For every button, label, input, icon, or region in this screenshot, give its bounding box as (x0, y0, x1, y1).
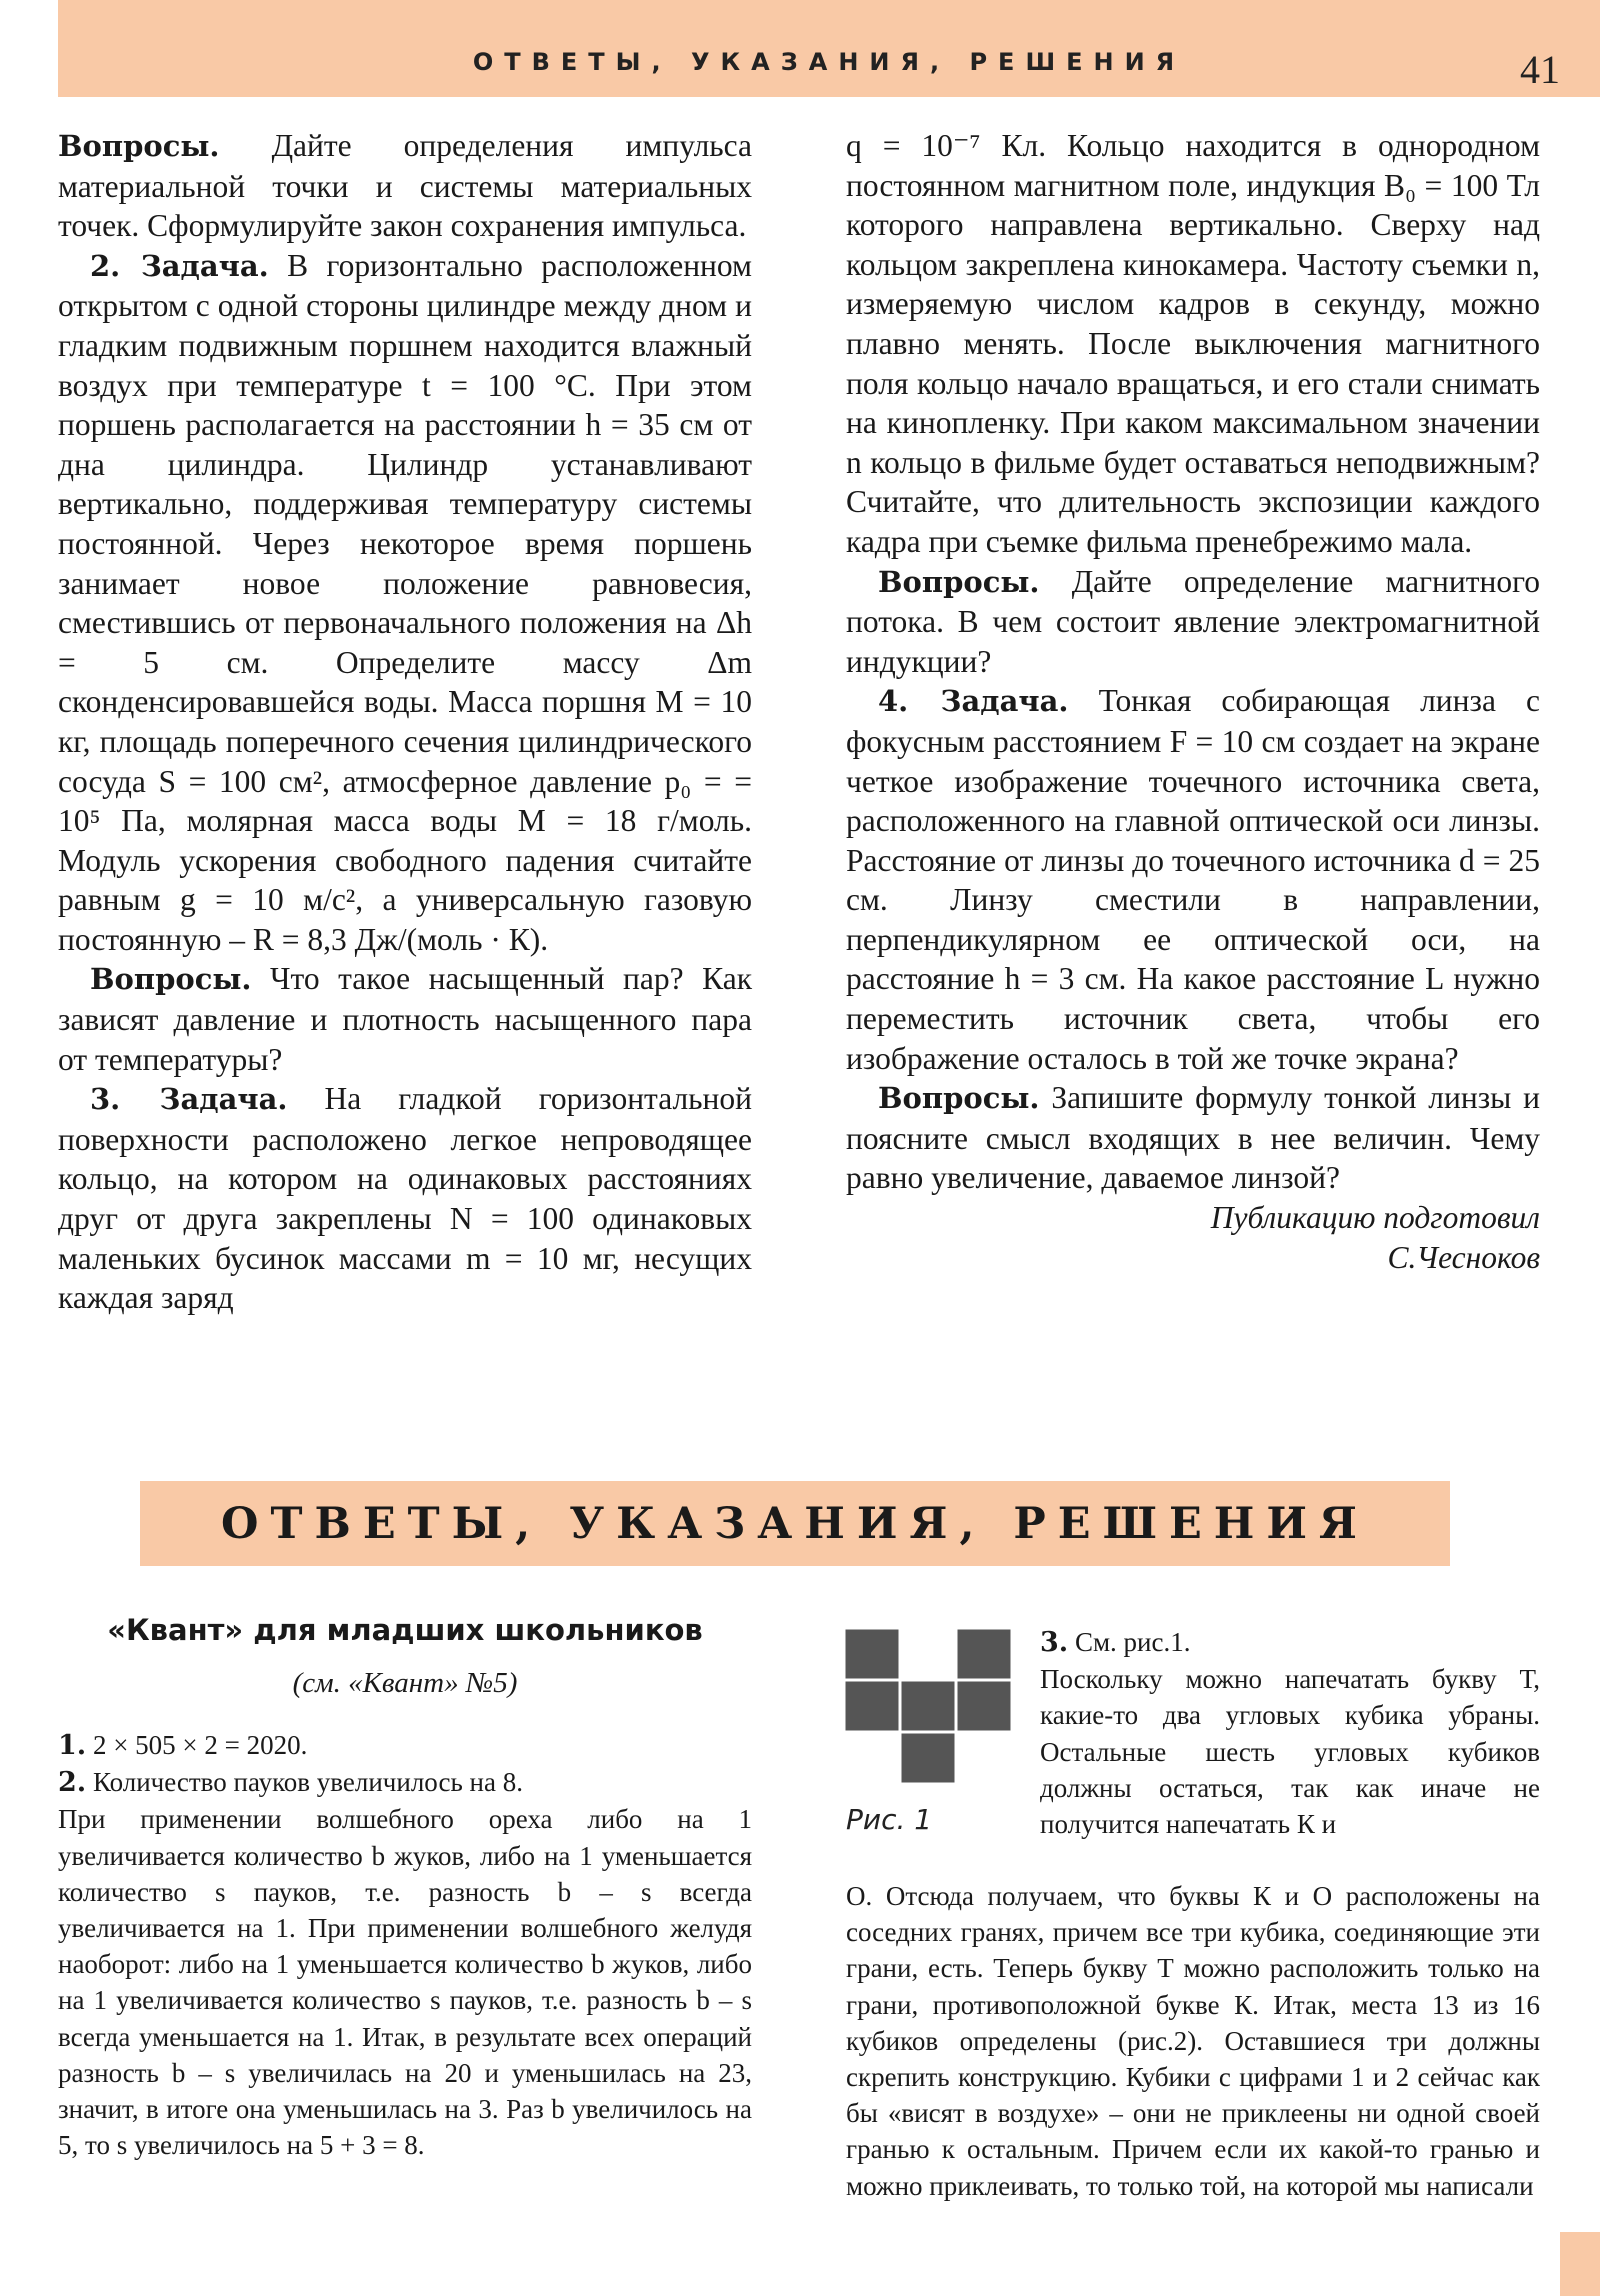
cube (844, 1628, 900, 1680)
section-heading: «Квант» для младших школьников (107, 1613, 703, 1647)
task-4-label: 4. Задача. (878, 684, 1069, 719)
task-3-text: На гладкой горизонтальной поверхности расположено легкое непроводящее кольцо, на котором на одинаковых расстояниях друг от друга закреплены N = 100 одинаковых маленьких бусинок массами m = 10 мг, несущих каждая заряд (58, 1081, 753, 1316)
left-paragraph-3 (58, 959, 752, 1079)
questions-text: Запишите формулу тонкой линзы и поясните смысл входящих в нее величин. Чему равно увеличение, даваемое линзой? (846, 1080, 1540, 1196)
task-2-text: В горизонтально расположенном открытом с одной стороны цилиндре между дном и гладким подвижным поршнем находится влажный воздух при температуре t = 100 °С. При этом поршень располагается на расстоянии h = 35 см от дна цилиндра. Цилиндр устанавливают вертикально, поддерживая температуру системы постоянной. Через некоторое время поршень занимает новое положение равновесия, сместившись от первоначального положения на Δh = 5 см. Определите массу Δm сконденсировавшейся воды. Масса поршня M = 10 кг, площадь поперечного сечения цилиндрического сосуда S = 100 см², атмосферное давление p₀ = = 10⁵ Па, молярная масса воды M = 18 г/моль. Модуль ускорения свободного падения считайте равным g = 10 м/с², а универсальную газовую постоянную – R = 8,3 Дж/(моль · К). (58, 247, 752, 957)
answer-3-intro-text: См. рис.1. (1068, 1627, 1191, 1657)
page-number: 41 (1520, 47, 1560, 92)
right-column (846, 126, 1540, 1277)
questions-label: Вопросы. (58, 129, 220, 163)
answer-2-text: Количество пауков увеличилось на 8. (86, 1767, 523, 1798)
left-paragraph-1 (58, 126, 752, 246)
answers-left-column (58, 1727, 752, 2163)
answer-3-wrap-text: Поскольку можно напечатать букву Т, какие-то два угловых кубика убраны. Остальные шесть угловых кубиков должны остаться, так как иначе не получится напечатать К и (1040, 1664, 1540, 1840)
answer-3-full (846, 1878, 1540, 2204)
cube (900, 1680, 956, 1732)
left-column (58, 126, 752, 1318)
credit-line-2: С.Чесноков (1387, 1239, 1540, 1275)
answer-3-number: 3. (1040, 1627, 1069, 1658)
answer-2-number: 2. (58, 1767, 87, 1799)
task-3-label: 3. Задача. (90, 1082, 288, 1117)
running-header-title: ОТВЕТЫ, УКАЗАНИЯ, РЕШЕНИЯ (472, 48, 1186, 76)
cube (844, 1680, 900, 1732)
questions-text: Дайте определения импульса материальной точки и системы материальных точек. Сформулируйте закон сохранения импульса. (58, 128, 752, 244)
questions-label: Вопросы. (878, 564, 1040, 599)
section-subheading: (см. «Квант» №5) (292, 1667, 518, 1699)
task-4-text: Тонкая собирающая линза с фокусным расстоянием F = 10 см создает на экране четкое изображение точечного источника света, расположенного на главной оптической оси линзы. Расстояние от линзы до точечного источника d = 25 см. Линзу сместили в направлении, перпендикулярном ее оптической оси, на расстояние h = 3 см. На какое расстояние L нужно переместить источник света, чтобы его изображение осталось в той же точке экрана? (846, 683, 1540, 1076)
answer-3-intro (1040, 1624, 1540, 1661)
figure-caption: Рис. 1 (846, 1803, 933, 1836)
right-paragraph-1 (846, 126, 1540, 562)
answer-1-text: 2 × 505 × 2 = 2020. (86, 1730, 308, 1760)
questions-label: Вопросы. (878, 1081, 1040, 1116)
answer-1 (58, 1727, 752, 1764)
right-paragraph-2 (846, 562, 1540, 682)
header-band (58, 0, 1600, 97)
cube (900, 1732, 956, 1784)
cube-grid (844, 1628, 1012, 1784)
answer-2 (58, 1764, 752, 1801)
left-paragraph-2 (58, 246, 752, 960)
credit-line-1: Публикацию подготовил (1210, 1200, 1540, 1236)
answer-3-wrapped (1040, 1624, 1540, 1842)
answers-banner-title: ОТВЕТЫ, УКАЗАНИЯ, РЕШЕНИЯ (221, 1499, 1369, 1549)
questions-text: Дайте определение магнитного потока. В чем состоит явление электромагнитной индукции? (846, 563, 1540, 679)
corner-accent (1560, 2232, 1600, 2296)
cube (956, 1680, 1012, 1732)
task-3-continuation: q = 10⁻⁷ Кл. Кольцо находится в однородном постоянном магнитном поле, индукция B₀ = 100 Тл которого направлена вертикально. Сверху над кольцом закреплена кинокамера. Частоту съемки n, измеряемую числом кадров в секунду, можно плавно менять. После выключения магнитного поля кольцо начало вращаться, и его стали снимать на кинопленку. При каком максимальном значении n кольцо в фильме будет оставаться неподвижным? Считайте, что длительность экспозиции каждого кадра при съемке фильма пренебрежимо мала. (846, 128, 1540, 559)
questions-text: Что такое насыщенный пар? Как зависят давление и плотность насыщенного пара от температуры? (58, 961, 752, 1077)
cube-figure (844, 1628, 1014, 1786)
answer-2-body: При применении волшебного ореха либо на 1 увеличивается количество b жуков, либо на 1 уменьшается количество s пауков, т.е. разность b – s всегда увеличивается на 1. При применении волшебного желудя наоборот: либо на 1 уменьшается количество b жуков, либо на 1 увеличивается количество s пауков, т.е. разность b – s всегда уменьшается на 1. Итак, в результате всех операций разность b – s увеличилась на 20 и уменьшилась на 23, значит, в итоге она уменьшилась на 3. Раз b увеличилось на 5, то s увеличилось на 5 + 3 = 8. (58, 1804, 752, 2161)
right-paragraph-3 (846, 681, 1540, 1078)
answer-3-full-text: О. Отсюда получаем, что буквы К и О расположены на соседних гранях, причем все три кубика, соединяющие эти грани, есть. Теперь букву Т можно расположить только на грани, противоположной букве К. Итак, места 13 из 16 кубиков определены (рис.2). Оставшиеся три должны скрепить конструкцию. Кубики с цифрами 1 и 2 сейчас как бы «висят в воздухе» – они не приклеены ни одной своей гранью к остальным. Причем если их какой-то гранью и можно приклеивать, то только той, на которой мы написали (846, 1881, 1540, 2201)
answer-1-number: 1. (58, 1730, 87, 1761)
left-paragraph-4 (58, 1079, 752, 1318)
cube (956, 1628, 1012, 1680)
questions-label: Вопросы. (90, 962, 252, 997)
answers-banner (140, 1481, 1450, 1566)
task-2-label: 2. Задача. (90, 248, 269, 283)
right-paragraph-4 (846, 1078, 1540, 1198)
